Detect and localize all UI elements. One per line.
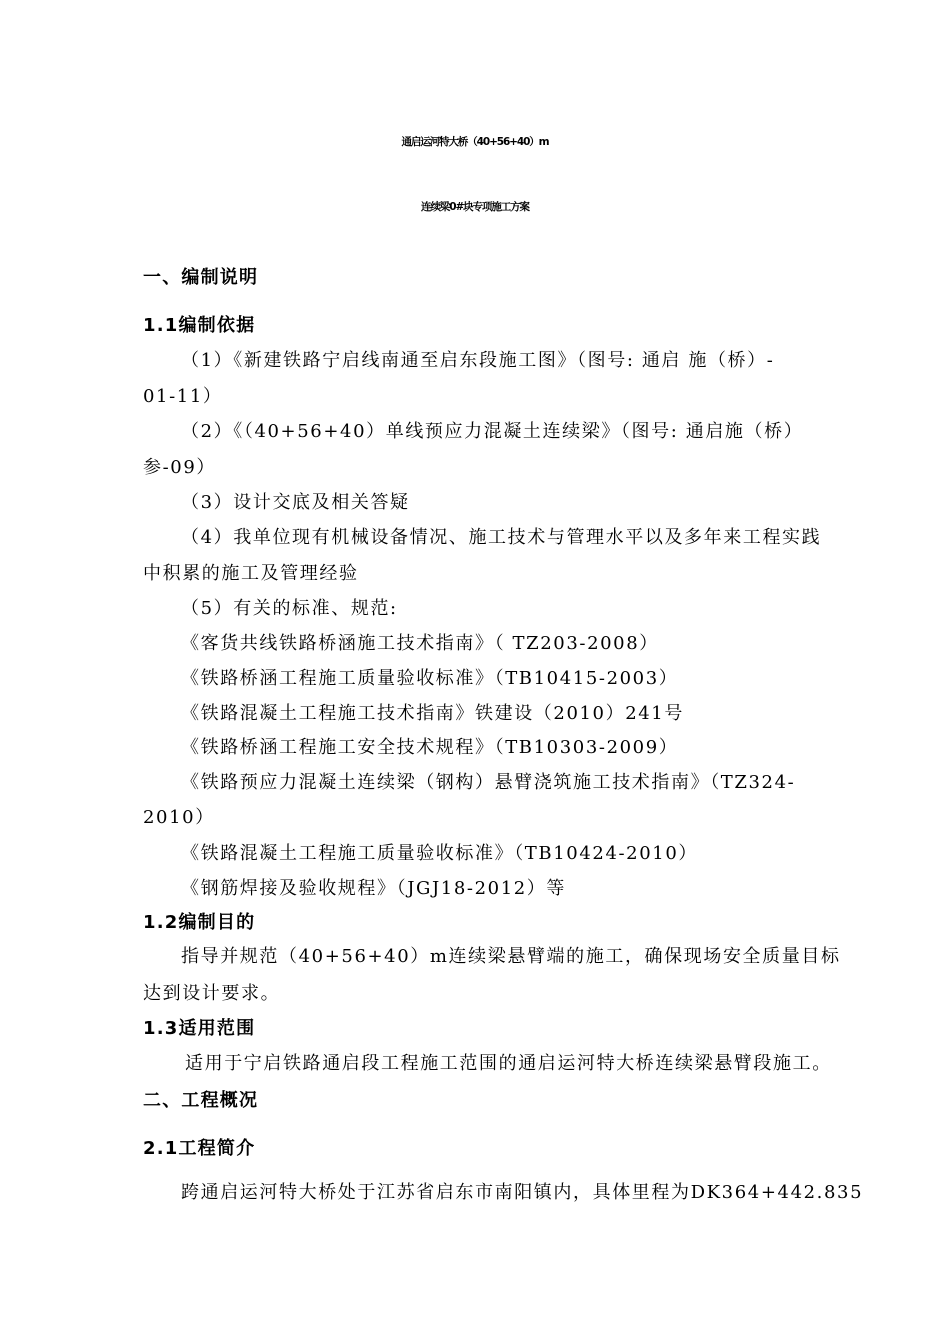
basis-item1-line1: （1）《新建铁路宁启线南通至启东段施工图》（图号: 通启 施（桥）- xyxy=(181,350,775,371)
standard-2: 《铁路桥涵工程施工质量验收标准》（TB10415-2003） xyxy=(181,668,679,689)
purpose-text-line1: 指导并规范（40+56+40）m连续梁悬臂端的施工，确保现场安全质量目标 xyxy=(181,946,841,967)
purpose-text-line2: 达到设计要求。 xyxy=(143,983,281,1004)
section1-3-heading: 1.3适用范围 xyxy=(143,1018,256,1039)
basis-item2-line2: 参-09） xyxy=(143,457,216,478)
scope-text: 适用于宁启铁路通启段工程施工范围的通启运河特大桥连续梁悬臂段施工。 xyxy=(185,1053,832,1074)
document-title-line1: 通启运河特大桥（40+56+40）m xyxy=(401,136,549,148)
standard-4: 《铁路桥涵工程施工安全技术规程》（TB10303-2009） xyxy=(181,737,679,758)
standard-6: 《铁路混凝土工程施工质量验收标准》（TB10424-2010） xyxy=(181,843,698,864)
section2-1-heading: 2.1工程简介 xyxy=(143,1138,256,1159)
document-title-line2: 连续梁0#块专项施工方案 xyxy=(421,201,529,213)
basis-item4-line2: 中积累的施工及管理经验 xyxy=(143,563,359,584)
standard-5-line2: 2010） xyxy=(143,807,215,828)
standard-5-line1: 《铁路预应力混凝土连续梁（钢构）悬臂浇筑施工技术指南》（TZ324- xyxy=(181,772,796,793)
section2-heading: 二、工程概况 xyxy=(143,1090,259,1111)
basis-item2-line1: （2）《（40+56+40）单线预应力混凝土连续梁》（图号: 通启施（桥） xyxy=(181,421,804,442)
basis-item4-line1: （4）我单位现有机械设备情况、施工技术与管理水平以及多年来工程实践 xyxy=(181,527,822,548)
section1-heading: 一、编制说明 xyxy=(143,267,259,288)
basis-item3: （3）设计交底及相关答疑 xyxy=(181,492,410,513)
basis-item1-line2: 01-11） xyxy=(143,386,223,407)
standard-1: 《客货共线铁路桥涵施工技术指南》（ TZ203-2008） xyxy=(181,633,659,654)
standard-7: 《钢筋焊接及验收规程》（JGJ18-2012）等 xyxy=(181,878,567,899)
section1-1-heading: 1.1编制依据 xyxy=(143,315,256,336)
section1-2-heading: 1.2编制目的 xyxy=(143,912,256,933)
overview-text: 跨通启运河特大桥处于江苏省启东市南阳镇内，具体里程为DK364+442.835 xyxy=(181,1182,864,1203)
basis-item5: （5）有关的标准、规范: xyxy=(181,598,398,619)
standard-3: 《铁路混凝土工程施工技术指南》铁建设（2010）241号 xyxy=(181,703,684,724)
